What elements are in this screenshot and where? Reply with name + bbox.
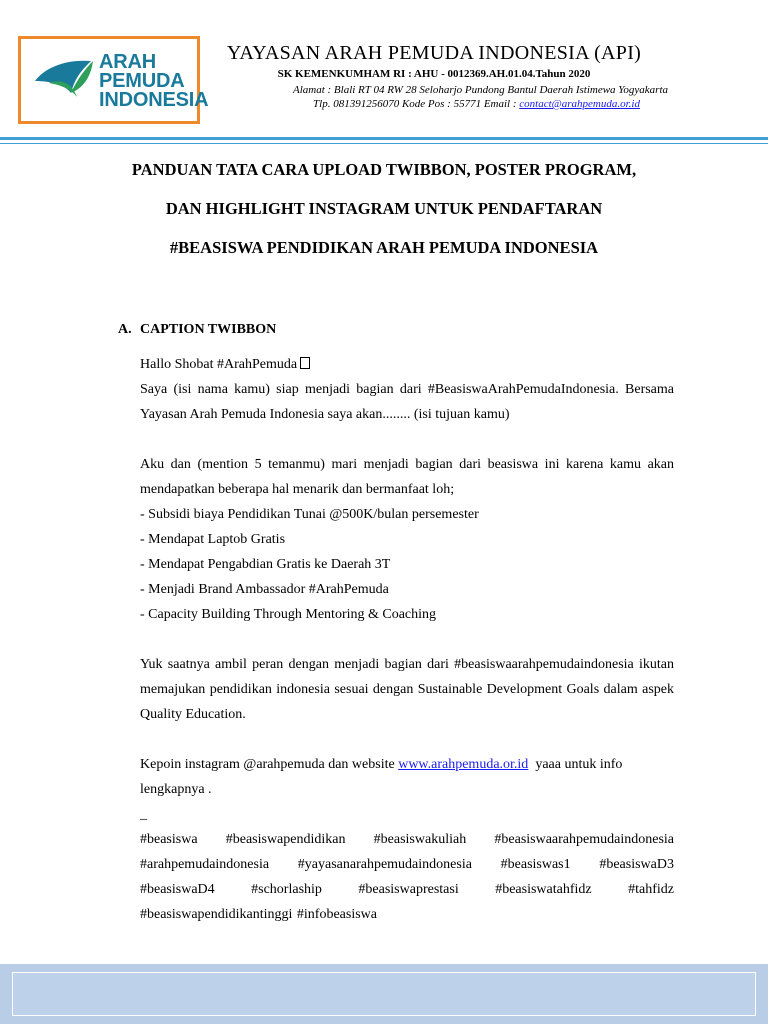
benefit-item: - Capacity Building Through Mentoring & Coaching (140, 607, 437, 622)
paragraph-website (140, 752, 674, 802)
email-link[interactable]: contact@arahpemuda.or.id (519, 98, 640, 110)
benefit-item: - Mendapat Laptob Gratis (140, 532, 286, 547)
hashtag-list: #beasiswa #beasiswapendidikan #beasiswakuliah #beasiswaarahpemudaindonesia #arahpemudaindonesia #yayasanarahpemudaindonesia #beasiswas1 #beasiswaD3 #beasiswaD4 #schorlaship #beasiswaprestasi #beasiswatahfidz #tahfidz #beasiswapendidikantinggi #infobeasiswa (140, 832, 674, 922)
benefit-item: - Mendapat Pengabdian Gratis ke Daerah 3T (140, 557, 391, 572)
organization-contact (200, 98, 640, 110)
website-text: Kepoin instagram @arahpemuda dan website (140, 757, 399, 772)
paragraph-intro: Saya (isi nama kamu) siap menjadi bagian dari #BeasiswaArahPemudaIndonesia. Bersama Yayasan Arah Pemuda Indonesia saya akan........ (isi tujuan kamu) (140, 382, 674, 422)
missing-emoji-icon (300, 357, 310, 369)
footer-frame (12, 972, 756, 1016)
paragraph-invite: Aku dan (mention 5 temanmu) mari menjadi bagian dari beasiswa ini karena kamu akan mendapatkan beberapa hal menarik dan bermanfaat loh; (140, 457, 674, 497)
benefit-item: - Subsidi biaya Pendidikan Tunai @500K/bulan persemester (140, 507, 479, 522)
document-title-line-1: PANDUAN TATA CARA UPLOAD TWIBBON, POSTER PROGRAM, (131, 160, 637, 179)
logo-wordmark (99, 53, 208, 110)
header-divider-thin (0, 143, 768, 144)
section-title: CAPTION TWIBBON (140, 322, 277, 337)
logo-word: INDONESIA (99, 89, 209, 111)
logo-word: ARAH (99, 51, 156, 73)
registration-number: SK KEMENKUMHAM RI : AHU - 0012369.AH.01.04.Tahun 2020 (277, 68, 591, 80)
organization-name: YAYASAN ARAH PEMUDA INDONESIA (API) (226, 42, 642, 64)
organization-logo (18, 36, 209, 124)
caption-body (140, 352, 674, 927)
greeting-text: Hallo Shobat #ArahPemuda (140, 357, 298, 372)
section-number: A. (118, 322, 132, 337)
logo-word: PEMUDA (99, 70, 185, 92)
contact-phone-postcode: Tlp. 081391256070 Kode Pos : 55771 Email : (313, 98, 520, 110)
website-text-suffix: yaaa untuk info lengkapnya . (140, 757, 626, 797)
benefit-item: - Menjadi Brand Ambassador #ArahPemuda (140, 582, 389, 597)
section-heading (118, 322, 276, 338)
greeting-line (140, 352, 674, 377)
footer-band (0, 964, 768, 1024)
document-title-line-2: DAN HIGHLIGHT INSTAGRAM UNTUK PENDAFTARAN (165, 199, 603, 218)
website-link[interactable]: www.arahpemuda.or.id (398, 757, 529, 772)
separator: _ (140, 807, 147, 822)
organization-address: Alamat : Blali RT 04 RW 28 Seloharjo Pundong Bantul Daerah Istimewa Yogyakarta (292, 84, 668, 96)
document-title-line-3: #BEASISWA PENDIDIKAN ARAH PEMUDA INDONESIA (169, 238, 599, 257)
header-divider-thick (0, 137, 768, 140)
paragraph-call-to-action: Yuk saatnya ambil peran dengan menjadi bagian dari #beasiswaarahpemudaindonesia ikutan memajukan pendidikan indonesia sesuai dengan Sustainable Development Goals dalam aspek Quality Education. (140, 657, 674, 722)
